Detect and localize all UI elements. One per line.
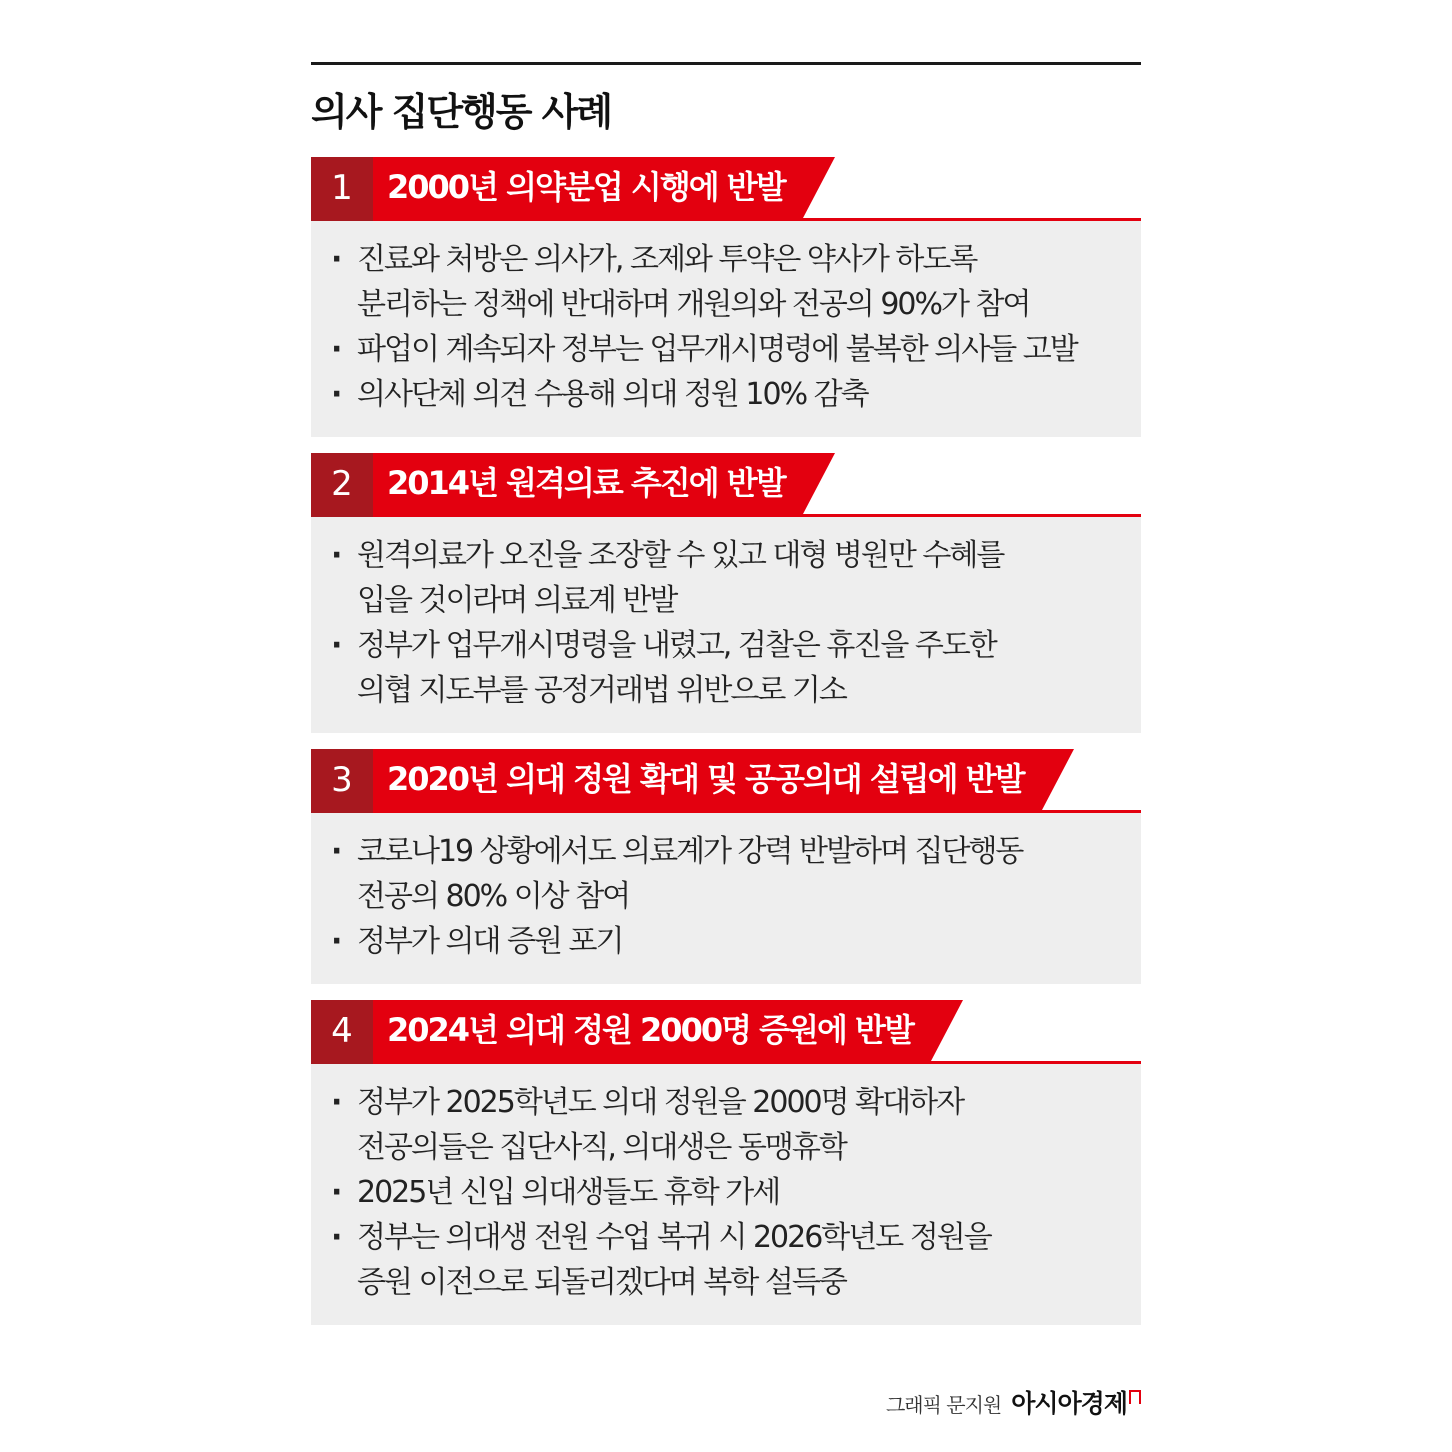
top-rule (311, 62, 1141, 65)
case-number: 2 (311, 453, 373, 517)
case-headline: 2020년 의대 정원 확대 및 공공의대 설립에 반발 (373, 749, 1042, 810)
case-rule (373, 1061, 1141, 1064)
case-header (311, 453, 1141, 517)
infographic (311, 62, 1141, 1325)
case-body (311, 517, 1141, 733)
credit-line (886, 1384, 1141, 1424)
case-rule (373, 218, 1141, 221)
case-number: 3 (311, 749, 373, 813)
case-body (311, 813, 1141, 984)
case-rule (373, 514, 1141, 517)
case-body (311, 221, 1141, 437)
page-title: 의사 집단행동 사례 (311, 90, 612, 134)
brand-mark-icon (1129, 1390, 1141, 1404)
case-4 (311, 1000, 1141, 1325)
case-number: 4 (311, 1000, 373, 1064)
bullet-item: · 정부가 의대 증원 포기 (331, 919, 1121, 964)
bullet-item: · 진료와 처방은 의사가, 조제와 투약은 약사가 하도록 분리하는 정책에 반대하며 개원의와 전공의 90%가 참여 (331, 237, 1121, 327)
case-header (311, 749, 1141, 813)
case-2 (311, 453, 1141, 733)
bullet-item: · 코로나19 상황에서도 의료계가 강력 반발하며 집단행동 전공의 80% 이상 참여 (331, 829, 1121, 919)
case-headline: 2024년 의대 정원 2000명 증원에 반발 (373, 1000, 931, 1061)
bullet-item: · 정부는 의대생 전원 수업 복귀 시 2026학년도 정원을 증원 이전으로 되돌리겠다며 복학 설득중 (331, 1215, 1121, 1305)
case-body (311, 1064, 1141, 1325)
case-headline: 2000년 의약분업 시행에 반발 (373, 157, 803, 218)
bullet-item: · 파업이 계속되자 정부는 업무개시명령에 불복한 의사들 고발 (331, 327, 1121, 372)
case-number: 1 (311, 157, 373, 221)
case-rule (373, 810, 1141, 813)
bullet-item: · 원격의료가 오진을 조장할 수 있고 대형 병원만 수혜를 입을 것이라며 의료계 반발 (331, 533, 1121, 623)
bullet-item: · 의사단체 의견 수용해 의대 정원 10% 감축 (331, 372, 1121, 417)
case-1 (311, 157, 1141, 437)
graphic-credit: 그래픽 문지원 (885, 1393, 1002, 1417)
case-header (311, 157, 1141, 221)
case-headline: 2014년 원격의료 추진에 반발 (373, 453, 803, 514)
bullet-item: · 정부가 2025학년도 의대 정원을 2000명 확대하자 전공의들은 집단사직, 의대생은 동맹휴학 (331, 1080, 1121, 1170)
bullet-item: · 정부가 업무개시명령을 내렸고, 검찰은 휴진을 주도한 의협 지도부를 공정거래법 위반으로 기소 (331, 623, 1121, 713)
case-3 (311, 749, 1141, 984)
bullet-item: · 2025년 신입 의대생들도 휴학 가세 (331, 1170, 1121, 1215)
brand-logo: 아시아경제 (1011, 1389, 1127, 1418)
case-header (311, 1000, 1141, 1064)
